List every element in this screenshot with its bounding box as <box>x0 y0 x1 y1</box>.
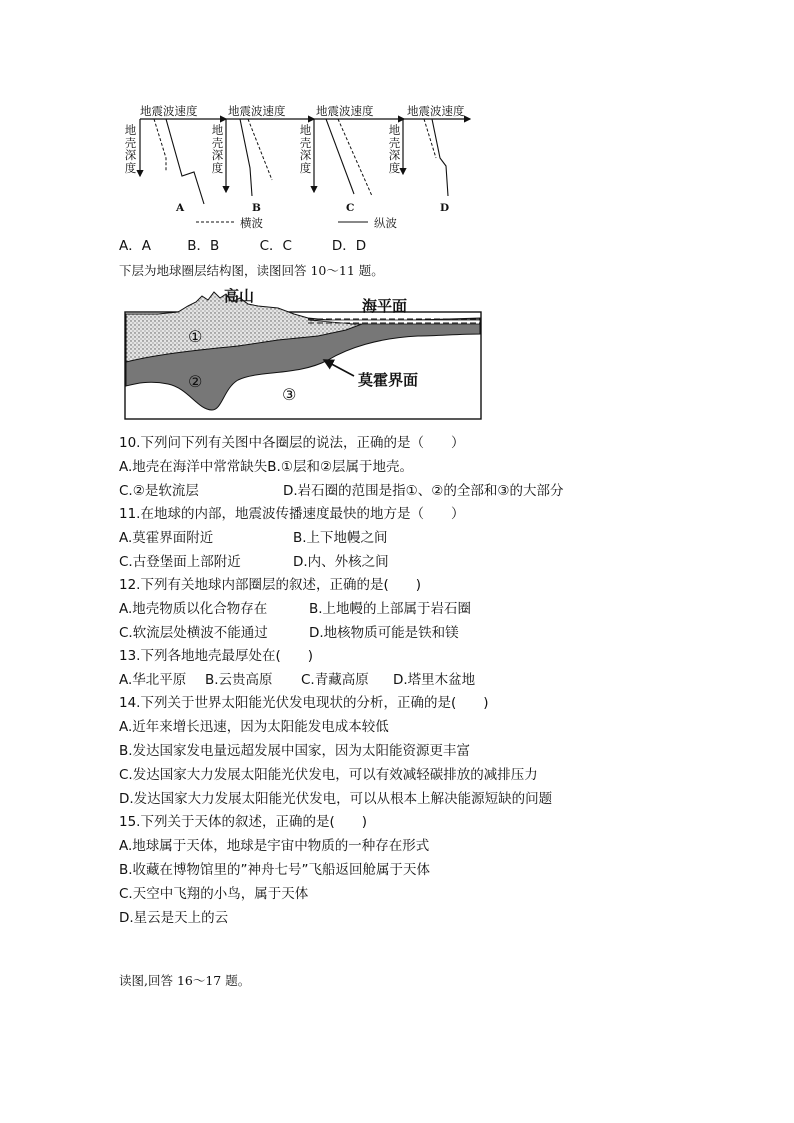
q14-stem: 14.下列关于世界太阳能光伏发电现状的分析，正确的是( ) <box>119 695 489 711</box>
panel-label-a: A <box>176 202 185 214</box>
axis-side-c: 地壳深度 <box>299 123 312 175</box>
q11-row-2 <box>119 553 389 571</box>
q10-row-2 <box>119 482 564 500</box>
q9-option-a[interactable]: A．A <box>119 238 151 254</box>
q14-option-d[interactable]: D.发达国家大力发展太阳能光伏发电，可以从根本上解决能源短缺的问题 <box>119 791 553 807</box>
panel-label-b: B <box>252 202 261 214</box>
panel-label-d: D <box>440 202 450 214</box>
q12-row-2 <box>119 624 459 642</box>
layer-2-label: ② <box>188 372 203 391</box>
sea-level-label: 海平面 <box>362 297 408 315</box>
section-intro-2: 读图,回答 16～17 题。 <box>119 973 251 988</box>
q10-row-1 <box>119 458 413 476</box>
q13-option-c[interactable]: C.青藏高原 <box>301 672 369 688</box>
q10-option-d[interactable]: D.岩石圈的范围是指①、②的全部和③的大部分 <box>283 483 564 499</box>
q15-option-a[interactable]: A.地球属于天体，地球是宇宙中物质的一种存在形式 <box>119 838 430 854</box>
q13-stem: 13.下列各地地壳最厚处在( ) <box>119 648 314 664</box>
q9-option-d[interactable]: D．D <box>331 238 367 254</box>
q14-option-c[interactable]: C.发达国家大力发展太阳能光伏发电，可以有效减轻碳排放的减排压力 <box>119 767 538 783</box>
earth-layer-figure <box>118 284 488 424</box>
q14-option-a[interactable]: A.近年来增长迅速，因为太阳能发电成本较低 <box>119 719 389 735</box>
axis-side-a: 地壳深度 <box>124 123 137 175</box>
q15-stem: 15.下列关于天体的叙述，正确的是( ) <box>119 814 368 830</box>
q11-option-c[interactable]: C.古登堡面上部附近 <box>119 554 241 570</box>
panel-label-c: C <box>346 202 355 214</box>
q13-row-1 <box>119 671 475 689</box>
axis-side-d: 地壳深度 <box>388 123 401 175</box>
legend-shear-label: 横波 <box>240 216 263 230</box>
q9-option-c[interactable]: C．C <box>259 238 292 254</box>
q12-stem: 12.下列有关地球内部圈层的叙述，正确的是( ) <box>119 577 422 593</box>
q10-stem: 10.下列问下列有关图中各圈层的说法，正确的是（ ） <box>119 435 465 451</box>
q12-option-c[interactable]: C.软流层处横波不能通过 <box>119 625 268 641</box>
q11-option-b[interactable]: B.上下地幔之间 <box>293 530 388 546</box>
q14-option-b[interactable]: B.发达国家发电量远超发展中国家，因为太阳能资源更丰富 <box>119 743 471 759</box>
earth-layer-diagram <box>118 284 488 424</box>
axis-title-b: 地震波速度 <box>228 104 286 118</box>
q15-option-b[interactable]: B.收藏在博物馆里的”神舟七号”飞船返回舱属于天体 <box>119 862 431 878</box>
q10-option-b[interactable]: B.①层和②层属于地壳。 <box>267 459 414 475</box>
q13-option-b[interactable]: B.云贵高原 <box>205 672 273 688</box>
axis-side-b: 地壳深度 <box>211 123 224 175</box>
q13-option-d[interactable]: D.塔里木盆地 <box>393 672 476 688</box>
q11-option-d[interactable]: D.内、外核之间 <box>293 554 389 570</box>
axis-title-a: 地震波速度 <box>140 104 198 118</box>
axis-title-c: 地震波速度 <box>316 104 374 118</box>
panel-d-graph <box>403 119 470 196</box>
q9-options <box>119 237 388 255</box>
q11-option-a[interactable]: A.莫霍界面附近 <box>119 530 214 546</box>
q13-option-a[interactable]: A.华北平原 <box>119 672 187 688</box>
q12-option-b[interactable]: B.上地幔的上部属于岩石圈 <box>309 601 472 617</box>
q11-row-1 <box>119 529 388 547</box>
mountain-label: 高山 <box>224 287 255 305</box>
legend-primary-label: 纵波 <box>374 216 397 230</box>
seismic-wave-diagram <box>118 100 478 230</box>
moho-label: 莫霍界面 <box>358 371 419 389</box>
axis-title-d: 地震波速度 <box>407 104 465 118</box>
q11-stem: 11.在地球的内部，地震波传播速度最快的地方是（ ） <box>119 506 465 522</box>
q12-row-1 <box>119 600 471 618</box>
q9-option-b[interactable]: B．B <box>187 238 220 254</box>
layer-3-label: ③ <box>282 385 297 404</box>
q12-option-d[interactable]: D.地核物质可能是铁和镁 <box>309 625 459 641</box>
q10-option-a[interactable]: A.地壳在海洋中常常缺失 <box>119 459 268 475</box>
q10-option-c[interactable]: C.②是软流层 <box>119 483 199 499</box>
q15-option-d[interactable]: D.星云是天上的云 <box>119 910 229 926</box>
layer-1-label: ① <box>188 327 203 346</box>
section-intro-1: 下层为地球圈层结构图，读图回答 10～11 题。 <box>119 263 384 278</box>
q12-option-a[interactable]: A.地壳物质以化合物存在 <box>119 601 268 617</box>
seismic-wave-figure <box>118 100 478 230</box>
q15-option-c[interactable]: C.天空中飞翔的小鸟，属于天体 <box>119 886 309 902</box>
